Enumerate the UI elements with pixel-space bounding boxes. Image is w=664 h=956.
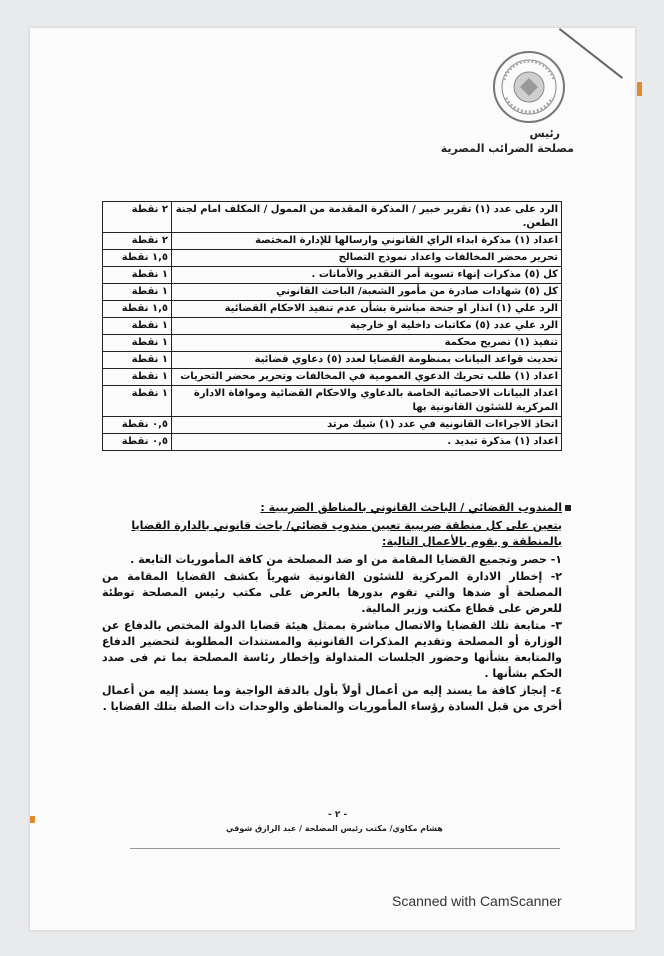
section-intro: يتعين على كل منطقة ضريبية تعيين مندوب قضائي/ باحث قانوني بالدارة القضايا بالمنطقة و يقوم بالأعمال التالية: (131, 519, 562, 548)
table-row (103, 386, 562, 417)
document-page (30, 28, 635, 930)
points-cell: ١ نقطة (103, 318, 172, 335)
edge-mark-right (637, 82, 642, 96)
table-row (103, 335, 562, 352)
points-cell: ٠,٥ نقطة (103, 417, 172, 434)
task-cell: الرد علي (١) انذار او جنحة مباشرة بشأن عدم تنفيذ الاحكام القضائية (172, 301, 562, 318)
list-item: ٢- إخطار الادارة المركزية للشئون القانونية شهرياً بكشف القضايا المقامة من المصلحة أو ضدها والتي تقوم بدورها بالعرض على مكتب رئيس المصلحة توطئة للعرض على قطاع مكتب وزير المالية. (102, 570, 562, 615)
points-cell: ٢ نقطة (103, 233, 172, 250)
header-title: رئيس (529, 127, 560, 140)
page-number: - ٢ - (328, 810, 348, 820)
task-cell: اعداد (١) مذكرة ابداء الراي القانوني وارسالها للإدارة المختصة (172, 233, 562, 250)
points-cell: ١ نقطة (103, 284, 172, 301)
table-row (103, 284, 562, 301)
points-cell: ٢ نقطة (103, 202, 172, 233)
task-cell: اعداد (١) مذكرة تبديد . (172, 434, 562, 451)
table-row (103, 417, 562, 434)
task-cell: تنفيذ (١) تصريح محكمة (172, 335, 562, 352)
points-cell: ١ نقطة (103, 352, 172, 369)
scanner-watermark: Scanned with CamScanner (392, 893, 562, 909)
table-row (103, 233, 562, 250)
list-item: ٣- متابعة تلك القضايا والاتصال مباشرة بممثل هيئة قضايا الدولة المختص بالدفاع عن الوزارة أو المصلحة وتقديم المذكرات القانونية والمستندات المطلوبة لتحضير الدفاع والمتابعة بشأنها وحضور الجلسات المتداولة وإخطار رئاسة المصلحة بما تم فى صدد الحكم بشأنها . (102, 619, 562, 680)
section-heading: المندوب القضائي / الباحث القانوني بالمناطق الضريبية : (260, 501, 562, 514)
table-row (103, 267, 562, 284)
task-cell: الرد على عدد (١) تقرير خبير / المذكرة المقدمة من الممول / المكلف امام لجنة الطعن. (172, 202, 562, 233)
section-items (102, 552, 562, 716)
points-cell: ١ نقطة (103, 369, 172, 386)
points-cell: ١ نقطة (103, 267, 172, 284)
task-cell: تحرير محضر المخالفات واعداد نموذج التصالح (172, 250, 562, 267)
points-cell: ٠,٥ نقطة (103, 434, 172, 451)
points-cell: ١,٥ نقطة (103, 301, 172, 318)
table-row (103, 250, 562, 267)
points-cell: ١,٥ نقطة (103, 250, 172, 267)
footer-divider (130, 848, 560, 849)
table-row (103, 352, 562, 369)
list-item: ١- حصر وتجميع القضايا المقامة من او ضد المصلحة من كافة المأموريات التابعة . (130, 553, 562, 566)
task-cell: اتخاذ الاجراءات القانونية في عدد (١) شيك مرتد (172, 417, 562, 434)
points-cell: ١ نقطة (103, 335, 172, 352)
edge-mark-left (30, 816, 35, 823)
table-row (103, 369, 562, 386)
task-cell: اعداد البيانات الاحصائية الخاصة بالدعاوي والاحكام القضائية وموافاة الادارة المركزية للشئون القانونية بها (172, 386, 562, 417)
task-cell: كل (٥) شهادات صادرة من مأمور الشعبة/ الباحث القانوني (172, 284, 562, 301)
table-row (103, 301, 562, 318)
task-cell: الرد علي عدد (٥) مكاتبات داخلية او خارجية (172, 318, 562, 335)
table-row (103, 434, 562, 451)
task-cell: اعداد (١) طلب تحريك الدعوي العمومية في المخالفات وتحرير محضر التحريات (172, 369, 562, 386)
official-seal-icon (492, 50, 566, 124)
table-row (103, 318, 562, 335)
table-row (103, 202, 562, 233)
footer-signature: هشام مكاوي/ مكتب رئيس المصلحة / عبد الرازق شوقي (226, 824, 443, 833)
task-cell: كل (٥) مذكرات إنهاء تسوية أمر التقدير والأمانات . (172, 267, 562, 284)
list-item: ٤- إنجاز كافة ما يسند إليه من أعمال أولاً بأول بالدقة الواجبة وما يسند إليه من أعمال أخرى من قبل السادة رؤساء المأموريات والمناطق والوحدات ذات الصلة بتلك القضايا . (102, 684, 562, 713)
header-subtitle: مصلحة الضرائب المصرية (440, 142, 574, 155)
tasks-points-table (102, 201, 562, 451)
points-cell: ١ نقطة (103, 386, 172, 417)
task-cell: تحديث قواعد البيانات بمنظومة القضايا لعدد (٥) دعاوي قضائية (172, 352, 562, 369)
